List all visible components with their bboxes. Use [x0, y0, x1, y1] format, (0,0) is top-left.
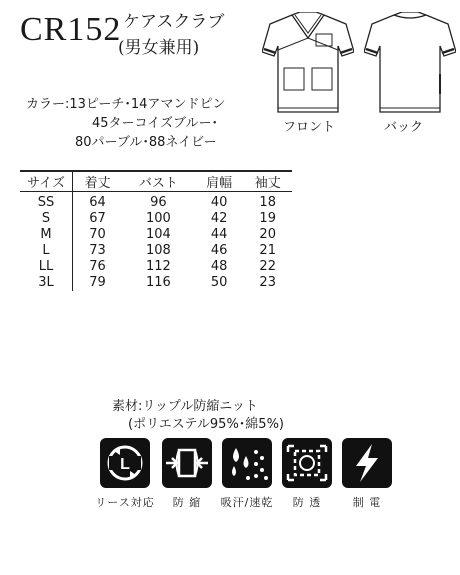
- sleeve-cell: 19: [259, 211, 276, 226]
- length-cell: 67: [89, 211, 106, 226]
- shoulder-cell: 42: [210, 211, 228, 226]
- length-cell: 70: [89, 227, 106, 242]
- table-row: [20, 227, 292, 243]
- size-cell: M: [20, 227, 73, 243]
- shoulder-cell: 40: [210, 195, 228, 210]
- bust-cell: 116: [146, 275, 171, 290]
- length-cell: 79: [89, 275, 106, 290]
- size-cell: L: [20, 243, 73, 259]
- shoulder-cell: 50: [210, 275, 228, 290]
- sweat-absorb-quick-dry-icon: [222, 438, 272, 488]
- feature-shrink-proof: [156, 438, 218, 510]
- bust-cell: 104: [146, 227, 171, 242]
- bust-cell: 100: [146, 211, 171, 226]
- length-cell: 64: [89, 195, 106, 210]
- header-size: サイズ: [20, 172, 73, 192]
- length-cell: 73: [89, 243, 106, 258]
- shoulder-cell: 44: [210, 227, 228, 242]
- back-garment-image: [364, 12, 456, 114]
- table-row: [20, 192, 292, 212]
- feature-anti-see-through: [276, 438, 338, 510]
- color-list-line-1: カラー:13ピーチ･14アマンドピン: [26, 97, 226, 112]
- color-list-line-3: 80パーブル･88ネイビー: [75, 135, 217, 150]
- table-row: [20, 259, 292, 275]
- feature-antistatic-label: 制 電: [352, 496, 382, 509]
- sleeve-cell: 23: [259, 275, 276, 290]
- product-subtitle: (男女兼用): [118, 38, 200, 58]
- feature-shrink-proof-label: 防 縮: [172, 496, 202, 509]
- sleeve-cell: 21: [259, 243, 276, 258]
- antistatic-icon: [342, 438, 392, 488]
- feature-lease-label: リース対応: [95, 496, 155, 509]
- table-header-row: [20, 172, 292, 192]
- size-cell: S: [20, 211, 73, 227]
- size-table: [20, 171, 292, 291]
- product-code: CR152: [20, 11, 122, 48]
- front-label: フロント: [283, 120, 336, 135]
- feature-anti-see-through-label: 防 透: [292, 496, 322, 509]
- lease-icon: [100, 438, 150, 488]
- svg-text:L: L: [120, 456, 130, 473]
- feature-antistatic: [336, 438, 398, 510]
- length-cell: 76: [89, 259, 106, 274]
- product-name: ケアスクラブ: [123, 12, 225, 32]
- shoulder-cell: 48: [210, 259, 228, 274]
- header-shoulder: 肩幅: [195, 172, 244, 192]
- header-bust: バスト: [122, 172, 195, 192]
- feature-sweat-quick-dry: [216, 438, 278, 510]
- size-cell: 3L: [20, 275, 73, 291]
- table-row: [20, 243, 292, 259]
- header-length: 着丈: [73, 172, 123, 192]
- bust-cell: 112: [146, 259, 171, 274]
- bust-cell: 108: [146, 243, 171, 258]
- material-composition: (ポリエステル95%･綿5%): [128, 417, 284, 432]
- shoulder-cell: 46: [210, 243, 228, 258]
- table-row: [20, 275, 292, 291]
- color-list-line-2: 45ターコイズブルー･: [92, 116, 219, 131]
- anti-see-through-icon: [282, 438, 332, 488]
- table-row: [20, 211, 292, 227]
- sleeve-cell: 18: [259, 195, 276, 210]
- sleeve-cell: 22: [259, 259, 276, 274]
- material-label: 素材:リップル防縮ニット: [112, 399, 258, 414]
- size-cell: SS: [20, 192, 73, 212]
- front-garment-image: [262, 12, 354, 114]
- feature-sweat-quick-dry-label: 吸汗/速乾: [220, 496, 274, 509]
- bust-cell: 96: [150, 195, 167, 210]
- sleeve-cell: 20: [259, 227, 276, 242]
- feature-lease: [94, 438, 156, 510]
- back-label: バック: [384, 120, 424, 135]
- size-cell: LL: [20, 259, 73, 275]
- shrink-proof-icon: [162, 438, 212, 488]
- header-sleeve: 袖丈: [243, 172, 292, 192]
